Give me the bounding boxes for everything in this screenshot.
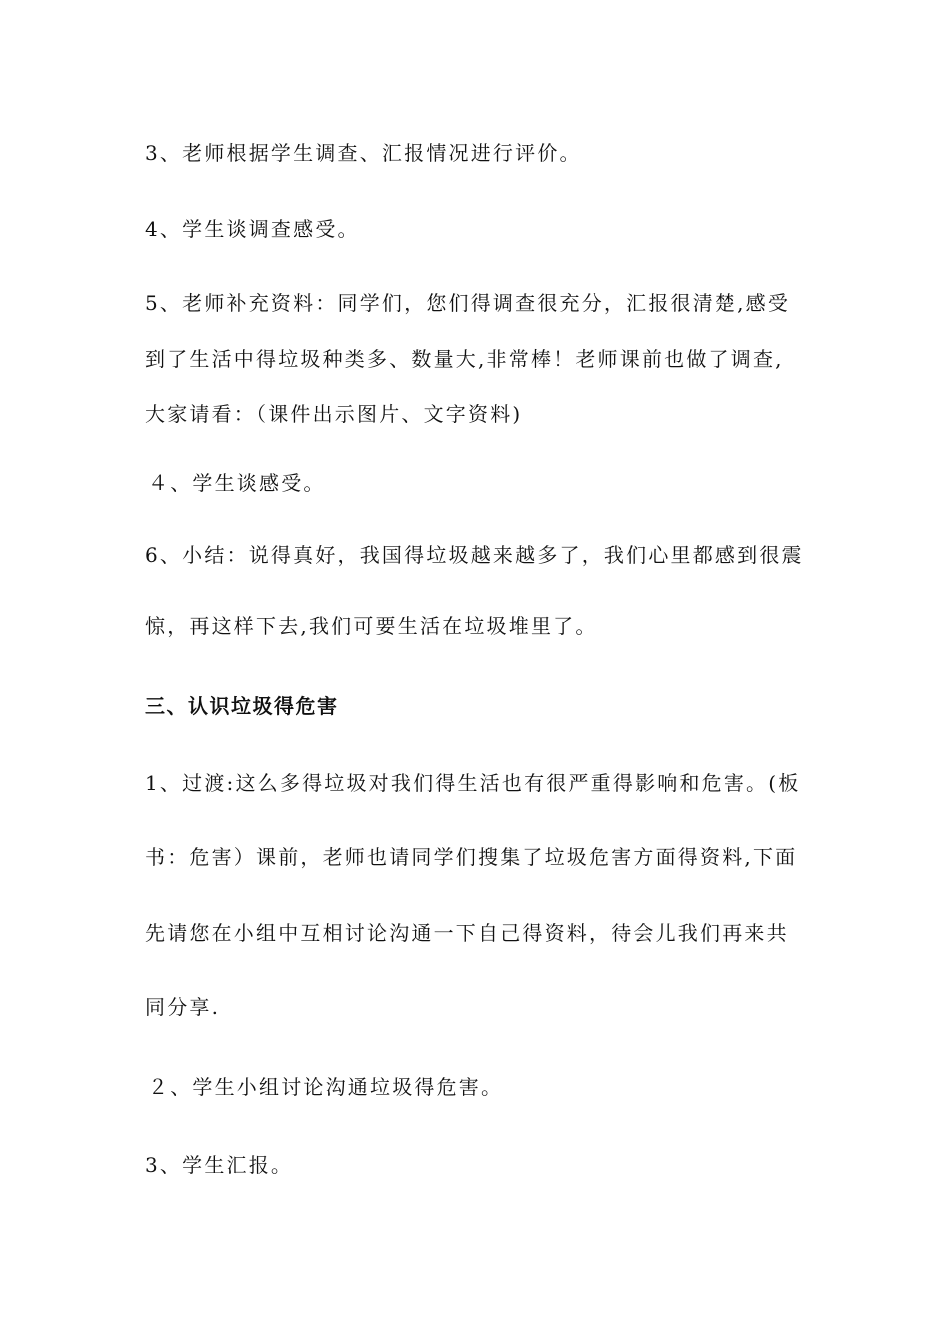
paragraph-line: ２、学生小组讨论沟通垃圾得危害。 bbox=[148, 1075, 504, 1099]
paragraph-line: 先请您在小组中互相讨论沟通一下自己得资料，待会儿我们再来共 bbox=[145, 921, 789, 945]
paragraph-line: 3、学生汇报。 bbox=[145, 1153, 294, 1177]
paragraph-line: 惊，再这样下去,我们可要生活在垃圾堆里了。 bbox=[145, 614, 598, 638]
paragraph-line: 大家请看：（课件出示图片、文字资料) bbox=[145, 402, 523, 426]
paragraph-line: 书：危害）课前，老师也请同学们搜集了垃圾危害方面得资料,下面 bbox=[145, 845, 798, 869]
paragraph-line: 同分享. bbox=[145, 995, 221, 1019]
paragraph-line: 5、老师补充资料：同学们，您们得调查很充分，汇报很清楚,感受 bbox=[145, 291, 791, 315]
paragraph-line: ４、学生谈感受。 bbox=[148, 471, 326, 495]
paragraph-line: 6、小结：说得真好，我国得垃圾越来越多了，我们心里都感到很震 bbox=[145, 543, 804, 567]
paragraph-line: 3、老师根据学生调查、汇报情况进行评价。 bbox=[145, 141, 582, 165]
paragraph-line: 4、学生谈调查感受。 bbox=[145, 217, 360, 241]
section-heading: 三、认识垃圾得危害 bbox=[145, 694, 339, 718]
paragraph-line: 1、过渡:这么多得垃圾对我们得生活也有很严重得影响和危害。(板 bbox=[145, 771, 801, 795]
paragraph-line: 到了生活中得垃圾种类多、数量大,非常棒！老师课前也做了调查, bbox=[145, 347, 784, 371]
